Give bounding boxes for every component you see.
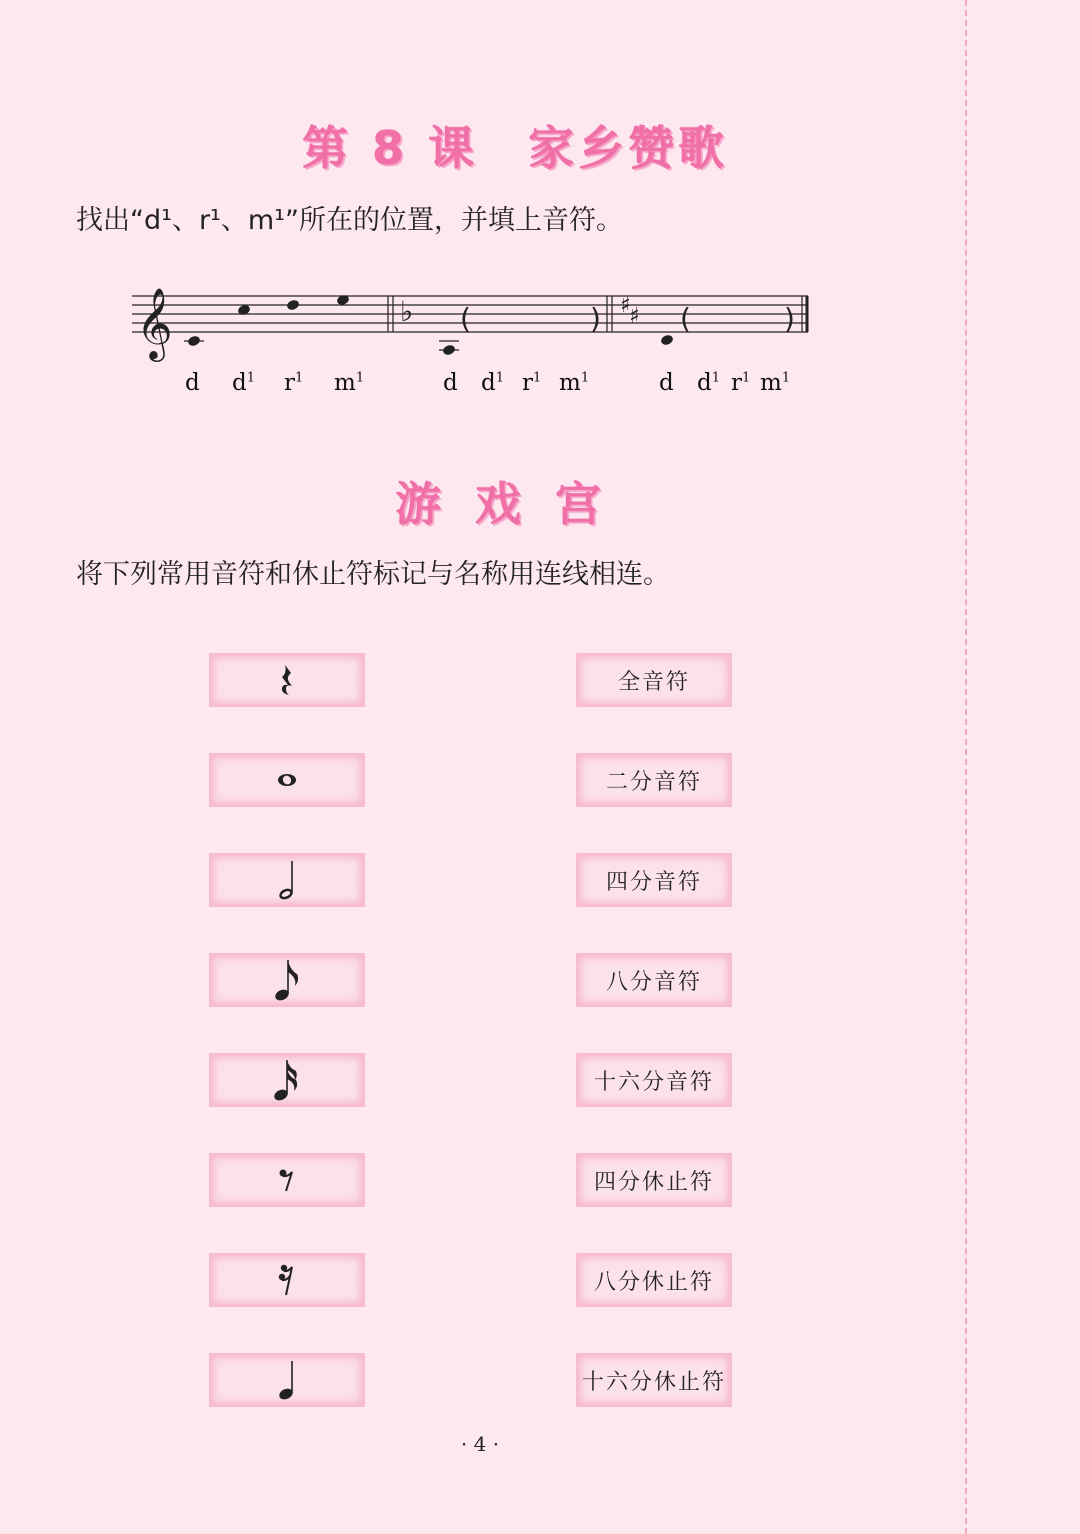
open-paren-icon: ( [680,302,691,335]
note-bb [442,344,456,357]
flat-icon: ♭ [400,295,414,328]
sharp-icon: ♯ [620,293,631,318]
symbol-card[interactable] [209,953,365,1007]
name-label: 八分音符 [605,969,702,995]
syllable-m1: $m^1$ [760,370,791,396]
syllable-m1: $m^1$ [559,370,590,396]
note-c [187,335,201,348]
lesson-title: 第 8 课 家乡赞歌 [301,121,729,175]
name-label: 八分休止符 [593,1269,714,1295]
syllable-d1: $d^1$ [232,370,256,396]
name-card[interactable] [576,853,732,907]
quarter-rest-icon [277,663,297,697]
quarter-note-icon [277,1359,297,1401]
sharp-icon: ♯ [629,304,640,329]
page-fold-dashed-line [965,0,967,1534]
syllable-d1: $d^1$ [481,370,505,396]
page-number: · 4 · [460,1432,500,1456]
name-card[interactable] [576,653,732,707]
eighth-note-icon [274,958,300,1002]
name-label: 四分音符 [605,869,702,895]
syllable-r1: $r^1$ [284,370,304,396]
syllable-d: d [659,370,674,396]
name-label: 全音符 [617,669,690,695]
syllable-m1: $m^1$ [334,370,365,396]
syllable-d: d [443,370,458,396]
symbol-card[interactable] [209,1353,365,1407]
sixteenth-note-icon [273,1058,301,1102]
treble-clef-icon: 𝄞 [136,286,173,359]
name-label: 十六分音符 [593,1069,714,1095]
instruction-match: 将下列常用音符和休止符标记与名称用连线相连。 [76,559,670,590]
name-card[interactable] [576,1053,732,1107]
eighth-rest-icon [278,1167,296,1193]
note-d [660,334,674,347]
whole-note-icon [276,772,298,788]
syllable-r1: $r^1$ [522,370,542,396]
syllable-d: d [185,370,200,396]
syllable-r1: $r^1$ [731,370,751,396]
close-paren-icon: ) [590,302,601,335]
name-card[interactable] [576,1253,732,1307]
symbol-card[interactable] [209,853,365,907]
name-label: 十六分休止符 [581,1369,726,1395]
name-card[interactable] [576,1153,732,1207]
half-note-icon [277,859,297,901]
name-label: 四分休止符 [593,1169,714,1195]
symbol-card[interactable] [209,1153,365,1207]
instruction-find-notes: 找出“d¹、r¹、m¹”所在的位置，并填上音符。 [76,205,623,236]
name-card[interactable] [576,953,732,1007]
symbol-card[interactable] [209,1253,365,1307]
symbol-card[interactable] [209,1053,365,1107]
close-paren-icon: ) [784,302,795,335]
name-label: 二分音符 [605,769,702,795]
open-paren-icon: ( [460,302,471,335]
syllable-d1: $d^1$ [697,370,721,396]
game-section-title: 游戏宫 [395,477,635,531]
name-card[interactable] [576,1353,732,1407]
sixteenth-rest-icon [278,1263,296,1297]
note-r1 [286,299,300,312]
name-card[interactable] [576,753,732,807]
symbol-card[interactable] [209,653,365,707]
music-staff [130,278,820,368]
symbol-card[interactable] [209,753,365,807]
